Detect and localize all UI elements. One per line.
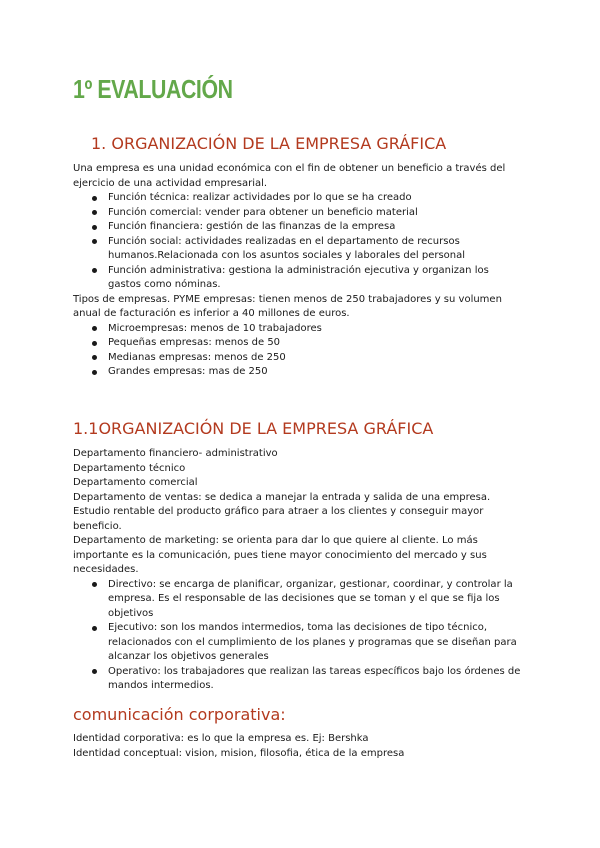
- types-list: [73, 322, 523, 380]
- levels-list: [73, 578, 523, 694]
- department-line: Departamento técnico: [73, 462, 186, 474]
- section-3-heading: comunicación corporativa:: [73, 705, 286, 724]
- list-item: Pequeñas empresas: menos de 50: [73, 336, 523, 351]
- department-line: Departamento comercial: [73, 477, 198, 488]
- list-item: Directivo: se encarga de planificar, organizar, gestionar, coordinar, y controlar la empresa. Es el responsable de las decisiones que se toman y el que se fija los objetivos: [73, 578, 523, 622]
- department-line: Departamento financiero- administrativo: [73, 448, 278, 459]
- identity-line: Identidad conceptual: vision, mision, filosofia, ética de la empresa: [73, 747, 405, 759]
- list-item: Función técnica: realizar actividades por lo que se ha creado: [73, 191, 523, 206]
- identity-line: Identidad corporativa: es lo que la empresa es. Ej: Bershka: [73, 733, 369, 744]
- functions-list: [73, 191, 523, 293]
- section-3-body: [73, 732, 523, 761]
- types-paragraph: Tipos de empresas. PYME empresas: tienen menos de 250 trabajadores y su volumen anual de facturación es inferior a 40 millones de euros.: [73, 293, 502, 319]
- department-paragraph: Departamento de marketing: se orienta para dar lo que quiere al cliente. Lo más importante es la comunicación, pues tiene mayor conocimiento del mercado y sus necesidades.: [73, 535, 487, 575]
- section-1-body: [73, 162, 523, 380]
- section-1-heading: 1. ORGANIZACIÓN DE LA EMPRESA GRÁFICA: [91, 134, 447, 153]
- list-item: Función financiera: gestión de las finanzas de la empresa: [73, 220, 523, 235]
- list-item: Función social: actividades realizadas en el departamento de recursos humanos.Relacionada con los asuntos sociales y laborales del personal: [73, 235, 523, 264]
- section-2-heading: 1.1ORGANIZACIÓN DE LA EMPRESA GRÁFICA: [73, 419, 434, 438]
- list-item: Medianas empresas: menos de 250: [73, 351, 523, 366]
- section-2-body: [73, 447, 523, 694]
- department-paragraph: Departamento de ventas: se dedica a manejar la entrada y salida de una empresa. Estudio rentable del producto gráfico para atraer a los clientes y conseguir mayor beneficio.: [73, 491, 491, 532]
- list-item: Grandes empresas: mas de 250: [73, 365, 523, 380]
- list-item: Función administrativa: gestiona la administración ejecutiva y organizan los gastos como nóminas.: [73, 264, 523, 293]
- page-title: 1º EVALUACIÓN: [73, 74, 233, 104]
- list-item: Microempresas: menos de 10 trabajadores: [73, 322, 523, 337]
- list-item: Función comercial: vender para obtener un beneficio material: [73, 206, 523, 221]
- list-item: Operativo: los trabajadores que realizan las tareas específicos bajo los órdenes de mandos intermedios.: [73, 665, 523, 694]
- list-item: Ejecutivo: son los mandos intermedios, toma las decisiones de tipo técnico, relacionados con el cumplimiento de los planes y programas que se diseñan para alcanzar los objetivos generales: [73, 621, 523, 665]
- intro-paragraph: Una empresa es una unidad económica con el fin de obtener un beneficio a través del ejercicio de una actividad empresarial.: [73, 163, 506, 189]
